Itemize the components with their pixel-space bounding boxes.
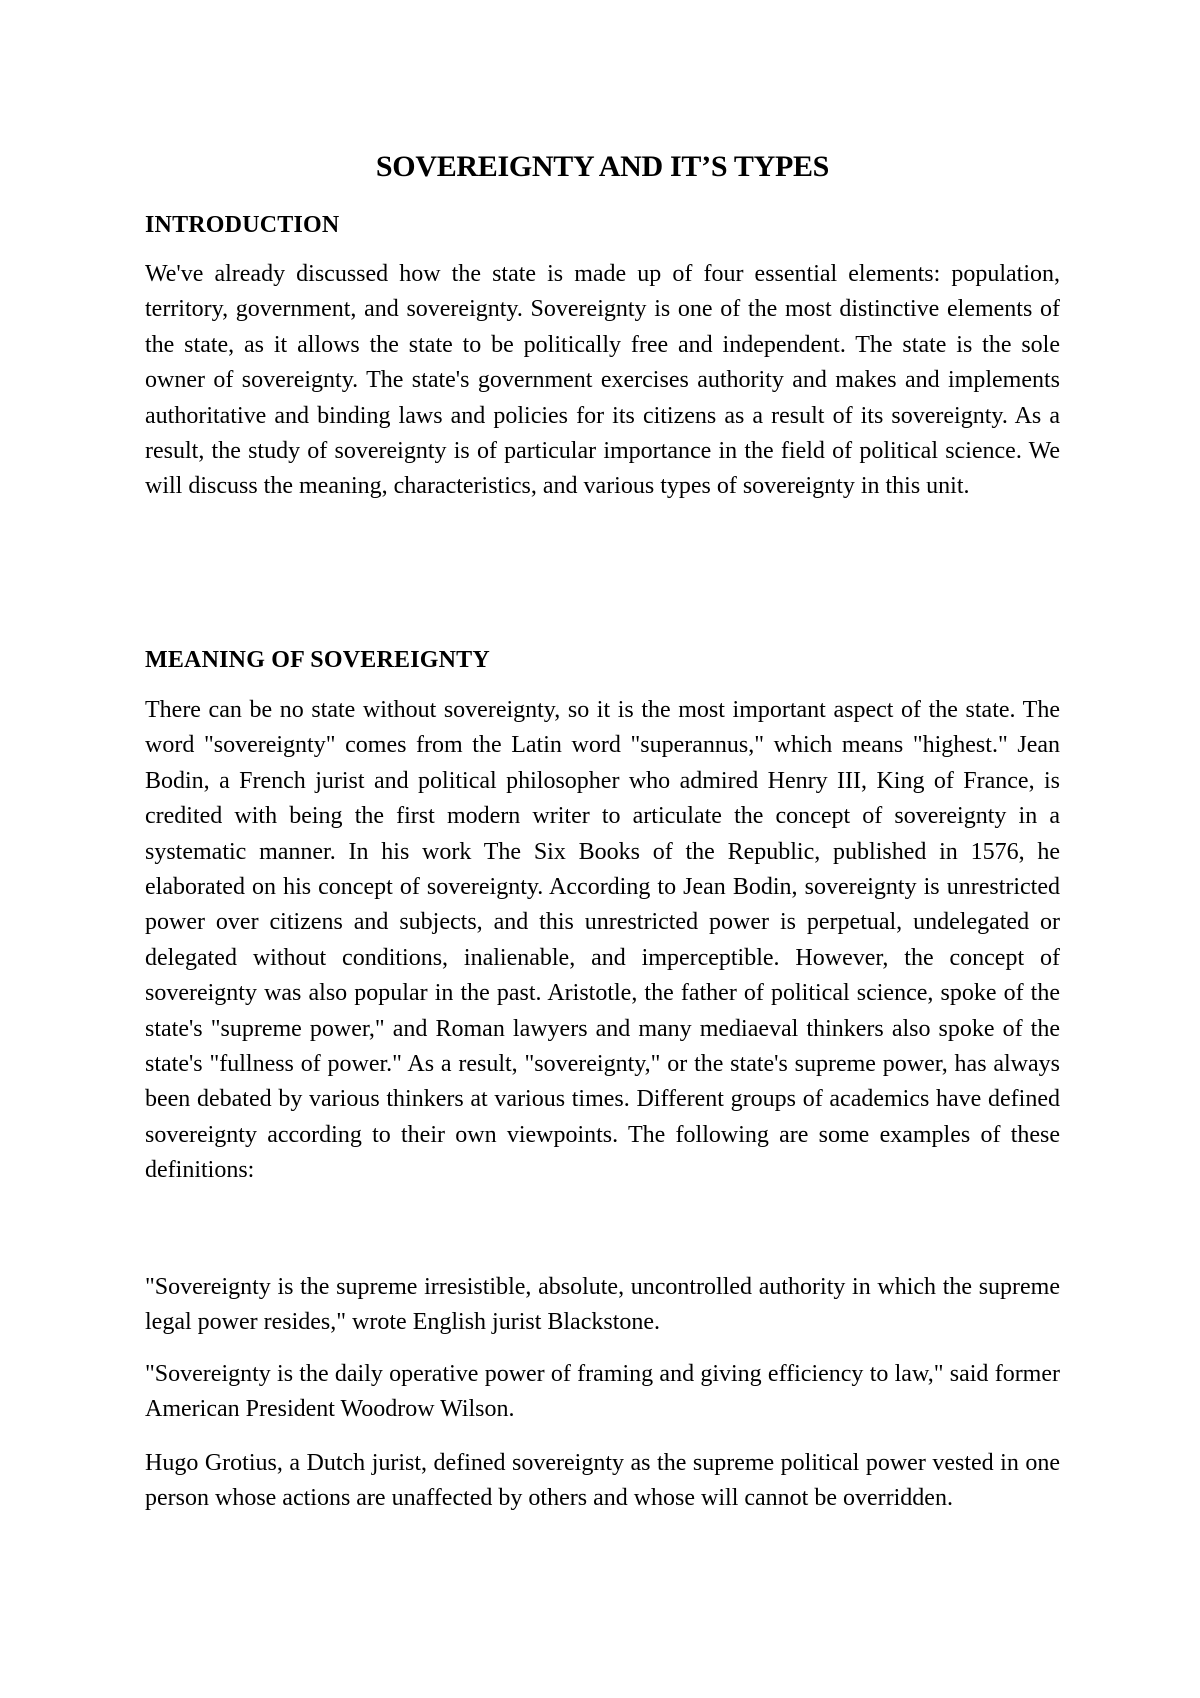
section-heading-meaning-of-sovereignty: MEANING OF SOVEREIGNTY [145, 647, 490, 673]
introduction-paragraph: We've already discussed how the state is made up of four essential elements: population, territory, government, and sovereignty. Sovereignty is one of the most distinctive elements of the state, as it allows the state to be politically free and independent. The state is the sole owner of sovereignty. The state's government exercises authority and makes and implements authoritative and binding laws and policies for its citizens as a result of its sovereignty. As a result, the study of sovereignty is of particular importance in the field of political science. We will discuss the meaning, characteristics, and various types of sovereignty in this unit. [145, 261, 1060, 500]
wilson-definition-paragraph: "Sovereignty is the daily operative power of framing and giving efficiency to law," said former American President Woodrow Wilson. [145, 1361, 1060, 1423]
section-heading-introduction: INTRODUCTION [145, 212, 340, 238]
blackstone-definition-paragraph: "Sovereignty is the supreme irresistible, absolute, uncontrolled authority in which the supreme legal power resides," wrote English jurist Blackstone. [145, 1274, 1060, 1336]
grotius-definition-paragraph: Hugo Grotius, a Dutch jurist, defined sovereignty as the supreme political power vested in one person whose actions are unaffected by others and whose will cannot be overridden. [145, 1450, 1060, 1512]
meaning-paragraph: There can be no state without sovereignty, so it is the most important aspect of the state. The word "sovereignty" comes from the Latin word "superannus," which means "highest." Jean Bodin, a French jurist and political philosopher who admired Henry III, King of France, is credited with being the first modern writer to articulate the concept of sovereignty in a systematic manner. In his work The Six Books of the Republic, published in 1576, he elaborated on his concept of sovereignty. According to Jean Bodin, sovereignty is unrestricted power over citizens and subjects, and this unrestricted power is perpetual, undelegated or delegated without conditions, inalienable, and imperceptible. However, the concept of sovereignty was also popular in the past. Aristotle, the father of political science, spoke of the state's "supreme power," and Roman lawyers and many mediaeval thinkers also spoke of the state's "fullness of power." As a result, "sovereignty," or the state's supreme power, has always been debated by various thinkers at various times. Different groups of academics have defined sovereignty according to their own viewpoints. The following are some examples of these definitions: [145, 697, 1060, 1184]
document-title: SOVEREIGNTY AND IT’S TYPES [375, 150, 830, 183]
